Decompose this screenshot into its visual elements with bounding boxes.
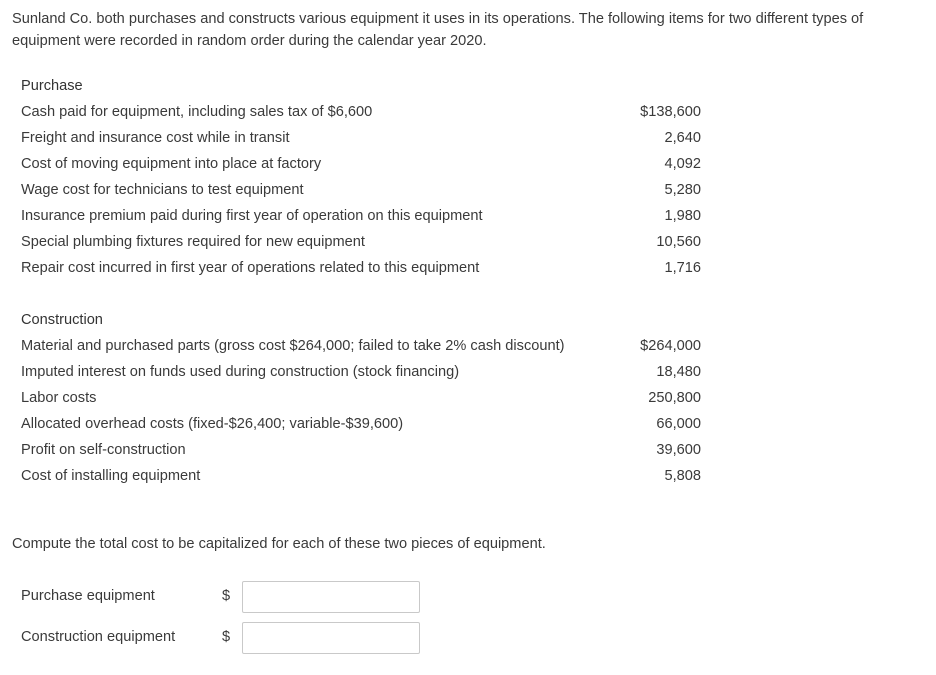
item-amount: 5,808: [664, 468, 701, 484]
purchase-equipment-input[interactable]: [242, 581, 420, 613]
item-label: Freight and insurance cost while in transit: [21, 130, 290, 146]
item-amount: 1,980: [664, 208, 701, 224]
item-amount: 2,640: [664, 130, 701, 146]
construction-equipment-input[interactable]: [242, 622, 420, 654]
purchase-row: [21, 177, 711, 203]
item-amount: 39,600: [656, 442, 701, 458]
purchase-section: [21, 73, 711, 281]
construction-row: [21, 463, 711, 489]
construction-equipment-label: Construction equipment: [21, 629, 176, 645]
item-amount: 18,480: [656, 364, 701, 380]
purchase-section-title: Purchase: [21, 78, 83, 94]
construction-row: [21, 359, 711, 385]
construction-row: [21, 333, 711, 359]
purchase-row: [21, 99, 711, 125]
construction-row: [21, 385, 711, 411]
item-label: Special plumbing fixtures required for new equipment: [21, 234, 365, 250]
item-amount: 66,000: [656, 416, 701, 432]
dollar-sign: $: [222, 588, 231, 604]
item-amount: 10,560: [656, 234, 701, 250]
item-amount: 5,280: [664, 182, 701, 198]
purchase-row: [21, 229, 711, 255]
purchase-row: [21, 151, 711, 177]
purchase-equipment-label: Purchase equipment: [21, 588, 155, 604]
item-label: Cost of moving equipment into place at factory: [21, 156, 322, 172]
problem-intro: Sunland Co. both purchases and constructs various equipment it uses in its operations. The following items for two different types of equipment were recorded in random order during the calendar year 2020.: [12, 11, 864, 49]
item-amount: 250,800: [648, 390, 701, 406]
item-amount: 1,716: [664, 260, 701, 276]
construction-row: [21, 411, 711, 437]
question-prompt: Compute the total cost to be capitalized for each of these two pieces of equipment.: [12, 536, 546, 552]
item-label: Allocated overhead costs (fixed-$26,400; variable-$39,600): [21, 416, 404, 432]
construction-row: [21, 437, 711, 463]
item-label: Cost of installing equipment: [21, 468, 201, 484]
item-label: Cash paid for equipment, including sales tax of $6,600: [21, 104, 373, 120]
item-label: Material and purchased parts (gross cost $264,000; failed to take 2% cash discount): [21, 338, 565, 354]
item-amount: $138,600: [640, 104, 701, 120]
item-label: Profit on self-construction: [21, 442, 186, 458]
dollar-sign: $: [222, 629, 231, 645]
item-amount: $264,000: [640, 338, 701, 354]
purchase-row: [21, 203, 711, 229]
item-label: Insurance premium paid during first year of operation on this equipment: [21, 208, 483, 224]
item-amount: 4,092: [664, 156, 701, 172]
item-label: Wage cost for technicians to test equipment: [21, 182, 304, 198]
item-label: Imputed interest on funds used during construction (stock financing): [21, 364, 460, 380]
construction-section: [21, 307, 711, 489]
construction-section-title: Construction: [21, 312, 103, 328]
purchase-row: [21, 125, 711, 151]
item-label: Labor costs: [21, 390, 97, 406]
item-label: Repair cost incurred in first year of operations related to this equipment: [21, 260, 480, 276]
purchase-row: [21, 255, 711, 281]
